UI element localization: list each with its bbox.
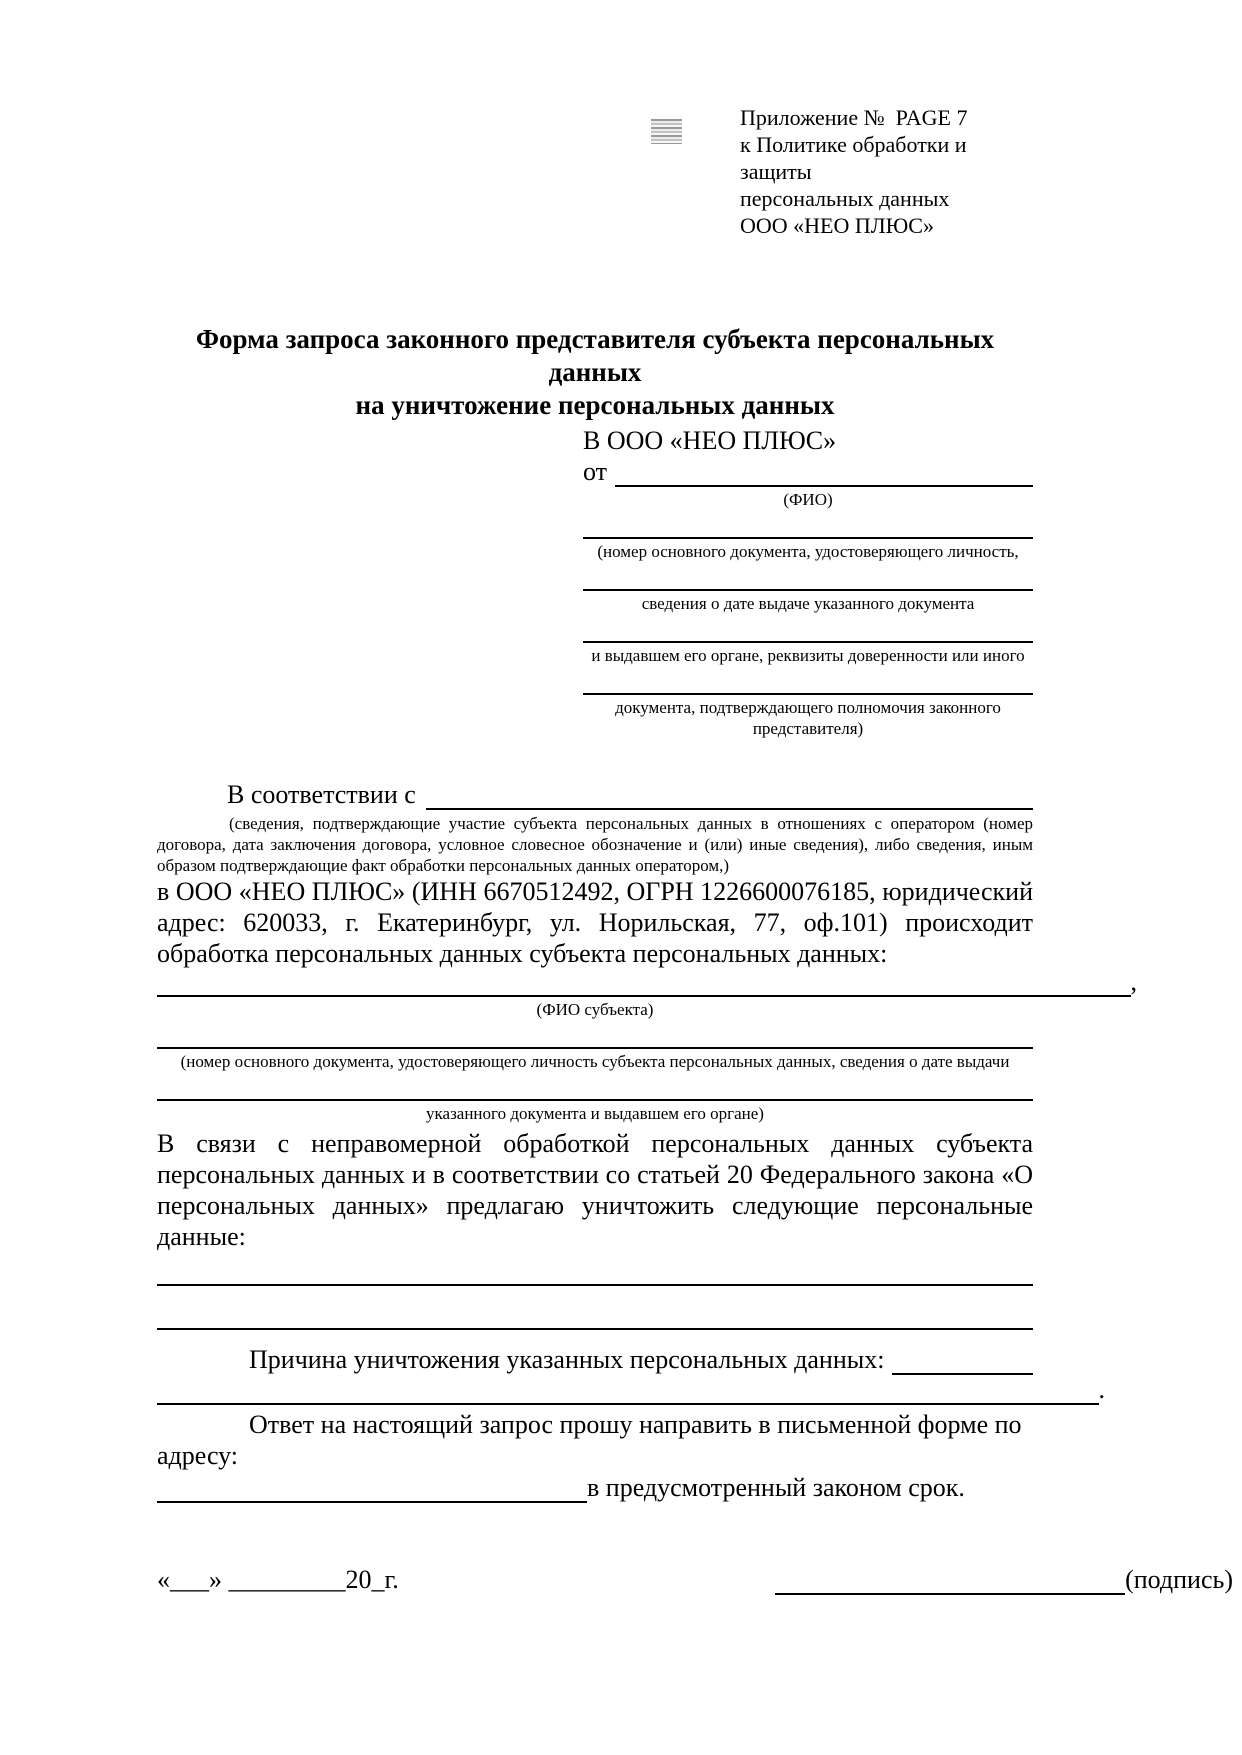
- footer-row: [157, 1563, 1233, 1595]
- subject-fio-line: [157, 969, 1137, 997]
- issue-date-field: [583, 562, 1033, 614]
- reply-tail: в предусмотренный законом срок.: [587, 1473, 965, 1502]
- addressee-block: [583, 425, 1033, 739]
- fio-blank-line: [615, 459, 1033, 487]
- reason-continuation-line: [157, 1377, 1105, 1405]
- caption-issue-date: сведения о дате выдаче указанного документа: [641, 594, 975, 613]
- header-line-company: ООО «НЕО ПЛЮС»: [740, 213, 934, 238]
- subject-fio-suffix: ,: [1130, 967, 1137, 996]
- subject-doc-caption-2: указанного документа и выдавшем его органе): [426, 1104, 764, 1123]
- subject-doc-blank-line-2: [157, 1072, 1033, 1101]
- from-line: [583, 456, 1033, 487]
- accordance-line: [157, 779, 1033, 810]
- title-line-1: Форма запроса законного представителя субъекта персональных данных: [195, 324, 995, 387]
- document-content: [157, 0, 1233, 1595]
- operator-paragraph: в ООО «НЕО ПЛЮС» (ИНН 6670512492, ОГРН 1226600076185, юридический адрес: 620033, г. Екатеринбург, ул. Норильская, 77, оф.101) происходит обработка персональных данных субъекта персональных данных:: [157, 877, 1033, 968]
- subject-doc-blank-line-1: [157, 1020, 1033, 1049]
- signature-blank-line: [775, 1567, 1125, 1595]
- from-label: от: [583, 457, 608, 486]
- reason-blank-line: [892, 1347, 1033, 1375]
- authority-document-field: [583, 666, 1033, 739]
- subject-document-field-1: [157, 1020, 1033, 1072]
- reason-line: [157, 1344, 1033, 1375]
- header-block: [740, 0, 1033, 239]
- reason-continuation-blank-line: [157, 1379, 1099, 1405]
- accordance-blank-line: [426, 782, 1033, 810]
- date-line: «___» _________20_г.: [157, 1565, 399, 1594]
- blank-line-document-number: [583, 510, 1033, 539]
- header-line-personal-data: персональных данных: [740, 186, 950, 211]
- header-line-policy: к Политике обработки и защиты: [740, 132, 973, 184]
- reply-address-blank-line: [157, 1475, 587, 1503]
- accordance-label: В соответствии с: [227, 780, 416, 809]
- signature-caption: (подпись): [1125, 1565, 1233, 1594]
- issuing-authority-field: [583, 614, 1033, 666]
- subject-doc-caption-1: (номер основного документа, удостоверяющего личность субъекта персональных данных, сведения о дате выдачи: [180, 1052, 1010, 1071]
- caption-issuing-authority: и выдавшем его органе, реквизиты доверенности или иного: [591, 646, 1025, 665]
- title-line-2: на уничтожение персональных данных: [355, 390, 835, 420]
- reply-address-line: [157, 1472, 1033, 1503]
- blank-line-issuing-authority: [583, 614, 1033, 643]
- reason-label: Причина уничтожения указанных персональных данных:: [249, 1345, 885, 1374]
- fine-print-note: (сведения, подтверждающие участие субъекта персональных данных в отношениях с оператором (номер договора, дата заключения договора, условное словесное обозначение и (или) иные сведения), либо сведения, иным образом подтверждающие факт обработки персональных данных оператором,): [157, 814, 1033, 875]
- subject-document-field-2: [157, 1072, 1033, 1124]
- addressee-to: В ООО «НЕО ПЛЮС»: [583, 426, 837, 455]
- subject-fio-caption: (ФИО субъекта): [536, 1000, 654, 1019]
- reply-line: Ответ на настоящий запрос прошу направить в письменной форме по адресу:: [157, 1410, 1022, 1470]
- subject-fio-blank-line: [157, 971, 1131, 997]
- reason-period: .: [1098, 1375, 1105, 1404]
- request-paragraph: В связи с неправомерной обработкой персональных данных субъекта персональных данных и в соответствии со статьей 20 Федерального закона «О персональных данных» предлагаю уничтожить следующие персональные данные:: [157, 1129, 1033, 1251]
- caption-authority-document: документа, подтверждающего полномочия законного представителя): [615, 698, 1001, 738]
- data-blank-line-2: [157, 1286, 1033, 1330]
- blank-line-issue-date: [583, 562, 1033, 591]
- representative-document-field: [583, 510, 1033, 562]
- blank-line-authority-document: [583, 666, 1033, 695]
- document-title: [157, 323, 1033, 422]
- data-blank-line-1: [157, 1252, 1033, 1286]
- caption-document-number: (номер основного документа, удостоверяющего личность,: [597, 542, 1019, 561]
- signature-group: [775, 1565, 1233, 1595]
- fio-caption: (ФИО): [783, 490, 833, 509]
- header-line-appendix: Приложение № PAGE 7: [740, 105, 968, 130]
